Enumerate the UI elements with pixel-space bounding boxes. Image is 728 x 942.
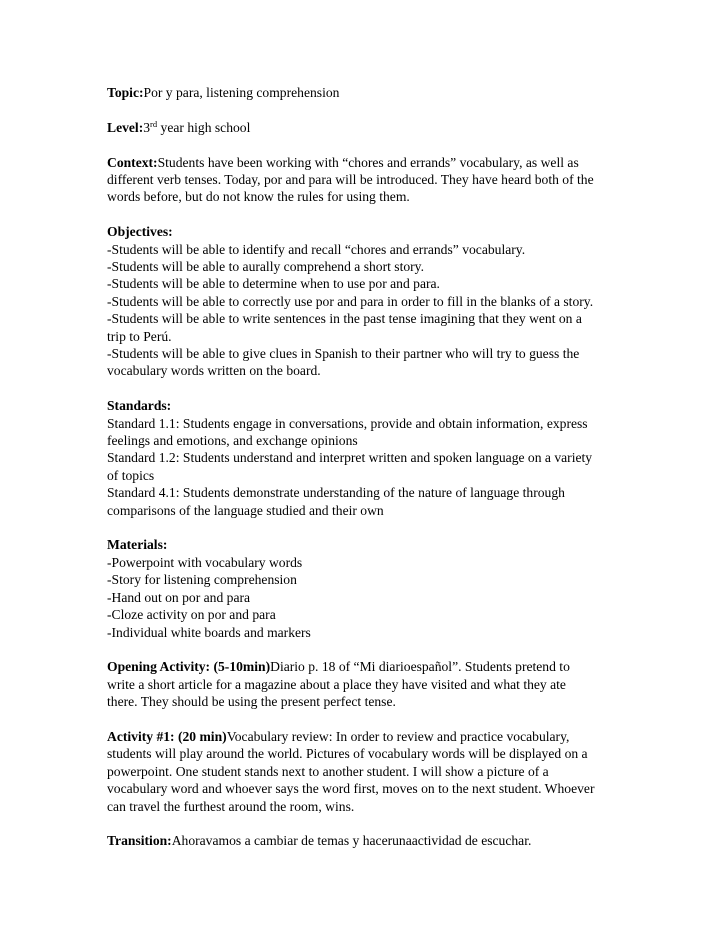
topic-text: Por y para, listening comprehension — [143, 85, 340, 100]
objective-line: -Students will be able to determine when to use por and para. — [107, 276, 440, 292]
objective-line: -Students will be able to give clues in Spanish to their partner who will try to guess the — [107, 346, 580, 362]
standards-heading: Standards: — [107, 398, 172, 414]
context-section — [107, 154, 627, 206]
context-line: words before, but do not know the rules for using them. — [107, 189, 410, 205]
objective-line: -Students will be able to write sentences in the past tense imagining that they went on a — [107, 311, 582, 327]
activity-1-line: vocabulary word and whoever says the word first, moves on to the next student. Whoever — [107, 781, 595, 797]
context-line: Students have been working with “chores and errands” vocabulary, as well as — [157, 154, 579, 170]
standard-line: Standard 1.1: Students engage in conversations, provide and obtain information, express — [107, 415, 588, 431]
lesson-plan-page — [107, 84, 627, 867]
material-item: -Cloze activity on por and para — [107, 607, 276, 623]
activity-1-label: Activity #1: (20 min) — [107, 728, 227, 744]
opening-activity-section — [107, 658, 627, 710]
context-label: Context: — [107, 154, 158, 170]
opening-activity-label: Opening Activity: (5-10min) — [107, 659, 271, 675]
opening-activity-line: Diario p. 18 of “Mi diarioespañol”. Students pretend to — [270, 659, 570, 675]
transition-label: Transition: — [107, 833, 172, 849]
standard-line: feelings and emotions, and exchange opinions — [107, 433, 358, 449]
activity-1-line: Vocabulary review: In order to review and practice vocabulary, — [226, 728, 570, 744]
objectives-section — [107, 223, 627, 380]
materials-heading: Materials: — [107, 537, 168, 553]
level-number: 3 — [143, 119, 151, 135]
objective-line: -Students will be able to correctly use por and para in order to fill in the blanks of a story. — [107, 293, 594, 309]
material-item: -Story for listening comprehension — [107, 572, 297, 588]
material-item: -Hand out on por and para — [107, 589, 251, 605]
transition-text: Ahoravamos a cambiar de temas y hacerunaactividad de escuchar. — [171, 833, 532, 849]
opening-activity-line: there. They should be using the present perfect tense. — [107, 694, 396, 710]
material-item: -Individual white boards and markers — [107, 624, 311, 640]
objective-line: -Students will be able to aurally comprehend a short story. — [107, 259, 424, 275]
material-item: -Powerpoint with vocabulary words — [107, 554, 303, 570]
standard-line: comparisons of the language studied and their own — [107, 502, 384, 518]
topic-label: Topic: — [107, 85, 144, 100]
standard-line: Standard 4.1: Students demonstrate understanding of the nature of language through — [107, 485, 565, 501]
activity-1-line: students will play around the world. Pictures of vocabulary words will be displayed on a — [107, 746, 588, 762]
objective-line: vocabulary words written on the board. — [107, 363, 321, 379]
activity-1-section — [107, 728, 627, 815]
objective-line: -Students will be able to identify and recall “chores and errands” vocabulary. — [107, 241, 526, 257]
standard-line: of topics — [107, 467, 155, 483]
level-ordinal-suffix: rd — [150, 118, 158, 129]
materials-section — [107, 536, 627, 640]
standard-line: Standard 1.2: Students understand and interpret written and spoken language on a variety — [107, 450, 593, 466]
level-label: Level: — [107, 119, 144, 135]
level-section — [107, 119, 627, 136]
context-line: different verb tenses. Today, por and para will be introduced. They have heard both of the — [107, 172, 594, 187]
topic-section — [107, 84, 627, 101]
activity-1-line: can travel the furthest around the room, wins. — [107, 798, 355, 814]
standards-section — [107, 397, 627, 519]
activity-1-line: powerpoint. One student stands next to another student. I will show a picture of a — [107, 763, 549, 779]
objectives-heading: Objectives: — [107, 224, 173, 240]
opening-activity-line: write a short article for a magazine about a place they have visited and what they ate — [107, 676, 566, 692]
level-text: year high school — [157, 119, 251, 135]
objective-line: trip to Perú. — [107, 328, 172, 344]
transition-section — [107, 832, 627, 849]
